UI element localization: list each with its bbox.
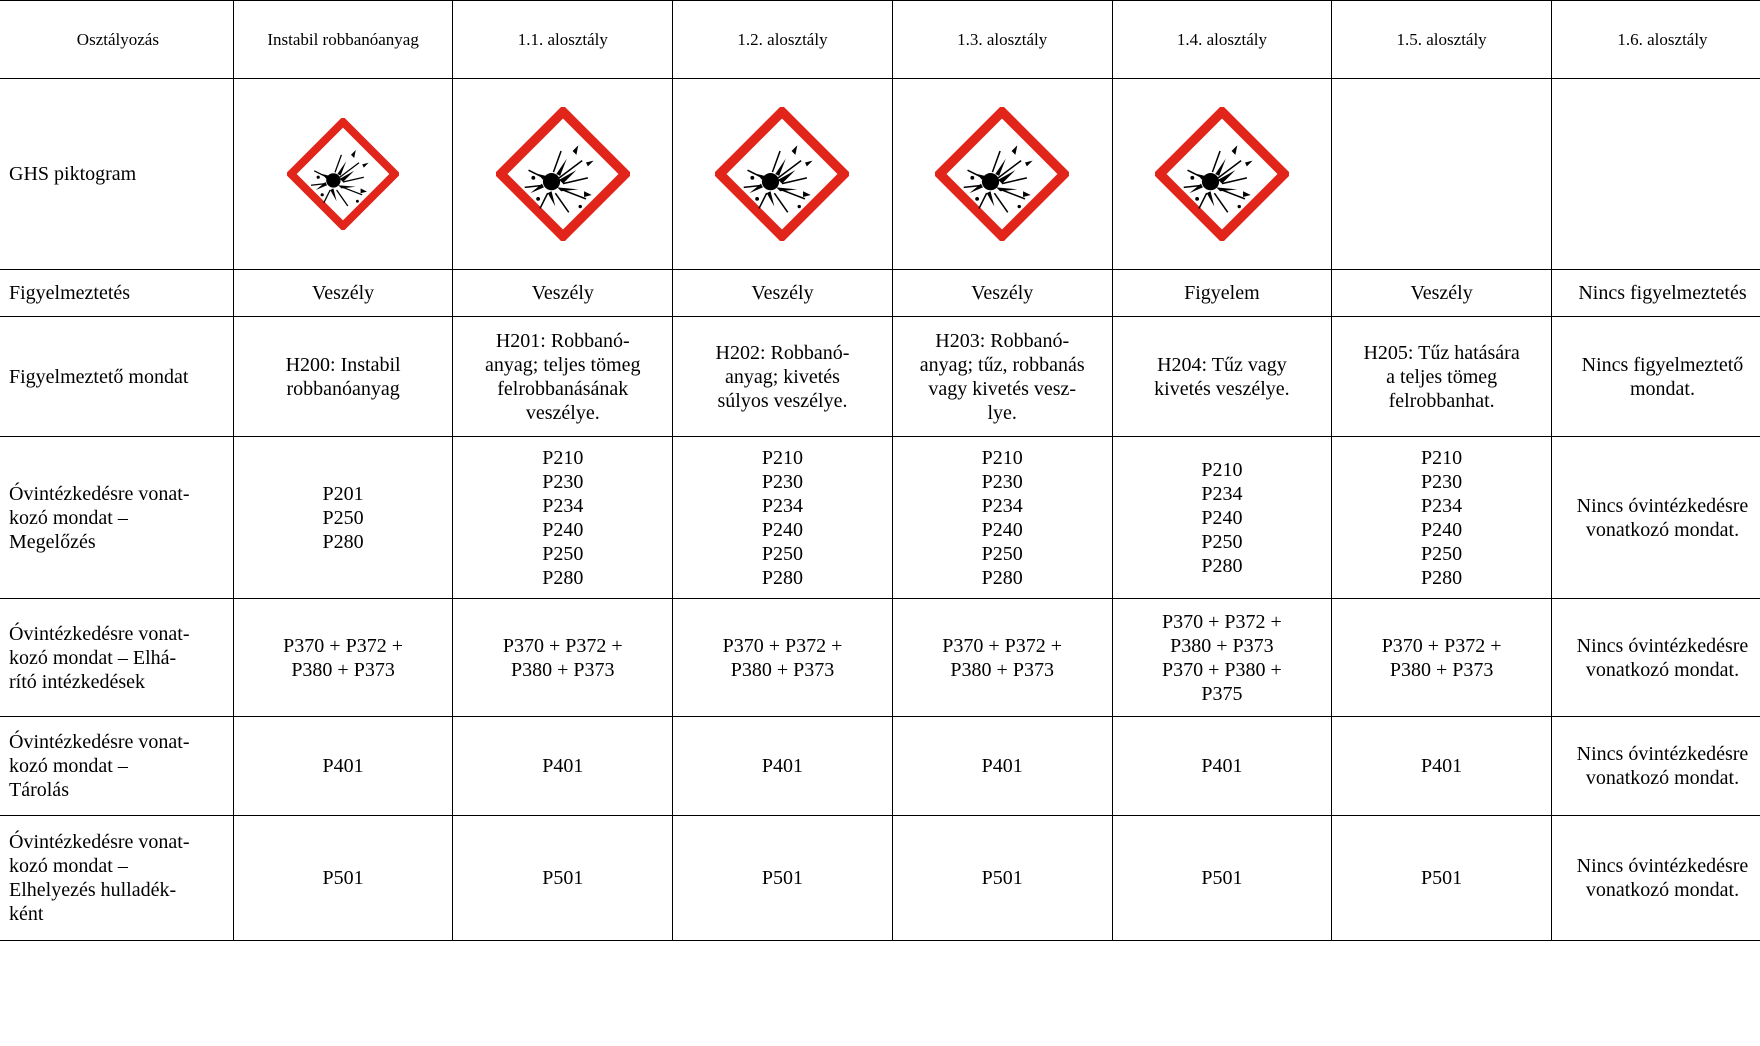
column-header: 1.2. alosztály: [673, 1, 893, 79]
row-label-hazard-statement: Figyelmeztető mondat: [0, 317, 233, 437]
prevention-row: [0, 437, 1760, 599]
hazard-statement-cell: H204: Tűz vagy kivetés veszélye.: [1112, 317, 1332, 437]
prevention-cell: P201 P250 P280: [233, 437, 453, 599]
column-header: 1.1. alosztály: [453, 1, 673, 79]
storage-cell: P401: [1112, 717, 1332, 816]
prevention-cell: P210 P230 P234 P240 P250 P280: [1332, 437, 1552, 599]
explosive-bomb-icon: [1155, 107, 1289, 241]
storage-cell: P401: [673, 717, 893, 816]
storage-cell: P401: [1332, 717, 1552, 816]
explosive-bomb-icon: [935, 107, 1069, 241]
signal-word-cell: Veszély: [453, 270, 673, 317]
disposal-cell: P501: [1112, 816, 1332, 941]
pictogram-cell: [453, 79, 673, 270]
column-header: Instabil robbanóanyag: [233, 1, 453, 79]
signal-word-cell: Figyelem: [1112, 270, 1332, 317]
disposal-cell: P501: [1332, 816, 1552, 941]
column-header: 1.5. alosztály: [1332, 1, 1552, 79]
response-row: [0, 599, 1760, 717]
prevention-cell: P210 P230 P234 P240 P250 P280: [673, 437, 893, 599]
explosive-bomb-icon: [496, 107, 630, 241]
signal-word-cell: Veszély: [892, 270, 1112, 317]
disposal-cell: P501: [673, 816, 893, 941]
row-label-classification: Osztályozás: [0, 1, 233, 79]
pictogram-row: [0, 79, 1760, 270]
row-label-signal-word: Figyelmeztetés: [0, 270, 233, 317]
storage-cell: P401: [892, 717, 1112, 816]
explosive-bomb-icon: [287, 118, 399, 230]
row-label-response: Óvintézkedésre vonat- kozó mondat – Elhá- rító intézkedések: [0, 599, 233, 717]
signal-word-cell: Veszély: [673, 270, 893, 317]
disposal-cell: P501: [453, 816, 673, 941]
disposal-cell: P501: [233, 816, 453, 941]
row-label-pictogram: GHS piktogram: [0, 79, 233, 270]
storage-row: [0, 717, 1760, 816]
hazard-statement-row: [0, 317, 1760, 437]
row-label-disposal: Óvintézkedésre vonat- kozó mondat – Elhelyezés hulladék- ként: [0, 816, 233, 941]
prevention-cell: Nincs óvintézkedésre vonatkozó mondat.: [1551, 437, 1760, 599]
pictogram-cell-empty: [1332, 79, 1552, 270]
signal-word-cell: Veszély: [1332, 270, 1552, 317]
signal-word-cell: Nincs figyelmeztetés: [1551, 270, 1760, 317]
column-header: 1.4. alosztály: [1112, 1, 1332, 79]
row-label-storage: Óvintézkedésre vonat- kozó mondat – Tárolás: [0, 717, 233, 816]
disposal-row: [0, 816, 1760, 941]
pictogram-cell: [892, 79, 1112, 270]
explosive-bomb-icon: [715, 107, 849, 241]
prevention-cell: P210 P230 P234 P240 P250 P280: [892, 437, 1112, 599]
response-cell: P370 + P372 + P380 + P373: [453, 599, 673, 717]
hazard-statement-cell: H205: Tűz hatására a teljes tömeg felrobbanhat.: [1332, 317, 1552, 437]
prevention-cell: P210 P230 P234 P240 P250 P280: [453, 437, 673, 599]
pictogram-cell: [1112, 79, 1332, 270]
signal-word-row: [0, 270, 1760, 317]
hazard-statement-cell: H203: Robbanó- anyag; tűz, robbanás vagy kivetés vesz- lye.: [892, 317, 1112, 437]
response-cell: P370 + P372 + P380 + P373: [1332, 599, 1552, 717]
disposal-cell: Nincs óvintézkedésre vonatkozó mondat.: [1551, 816, 1760, 941]
response-cell: P370 + P372 + P380 + P373: [673, 599, 893, 717]
header-row: [0, 1, 1760, 79]
pictogram-cell: [673, 79, 893, 270]
column-header: 1.6. alosztály: [1551, 1, 1760, 79]
row-label-prevention: Óvintézkedésre vonat- kozó mondat – Megelőzés: [0, 437, 233, 599]
disposal-cell: P501: [892, 816, 1112, 941]
hazard-statement-cell: H202: Robbanó- anyag; kivetés súlyos veszélye.: [673, 317, 893, 437]
response-cell: P370 + P372 + P380 + P373: [233, 599, 453, 717]
response-cell: P370 + P372 + P380 + P373 P370 + P380 + P375: [1112, 599, 1332, 717]
response-cell: Nincs óvintézkedésre vonatkozó mondat.: [1551, 599, 1760, 717]
signal-word-cell: Veszély: [233, 270, 453, 317]
prevention-cell: P210 P234 P240 P250 P280: [1112, 437, 1332, 599]
response-cell: P370 + P372 + P380 + P373: [892, 599, 1112, 717]
column-header: 1.3. alosztály: [892, 1, 1112, 79]
hazard-statement-cell: H201: Robbanó- anyag; teljes tömeg felrobbanásának veszélye.: [453, 317, 673, 437]
storage-cell: Nincs óvintézkedésre vonatkozó mondat.: [1551, 717, 1760, 816]
hazard-statement-cell: H200: Instabil robbanóanyag: [233, 317, 453, 437]
pictogram-cell: [233, 79, 453, 270]
pictogram-cell-empty: [1551, 79, 1760, 270]
storage-cell: P401: [453, 717, 673, 816]
storage-cell: P401: [233, 717, 453, 816]
hazard-statement-cell: Nincs figyelmeztető mondat.: [1551, 317, 1760, 437]
